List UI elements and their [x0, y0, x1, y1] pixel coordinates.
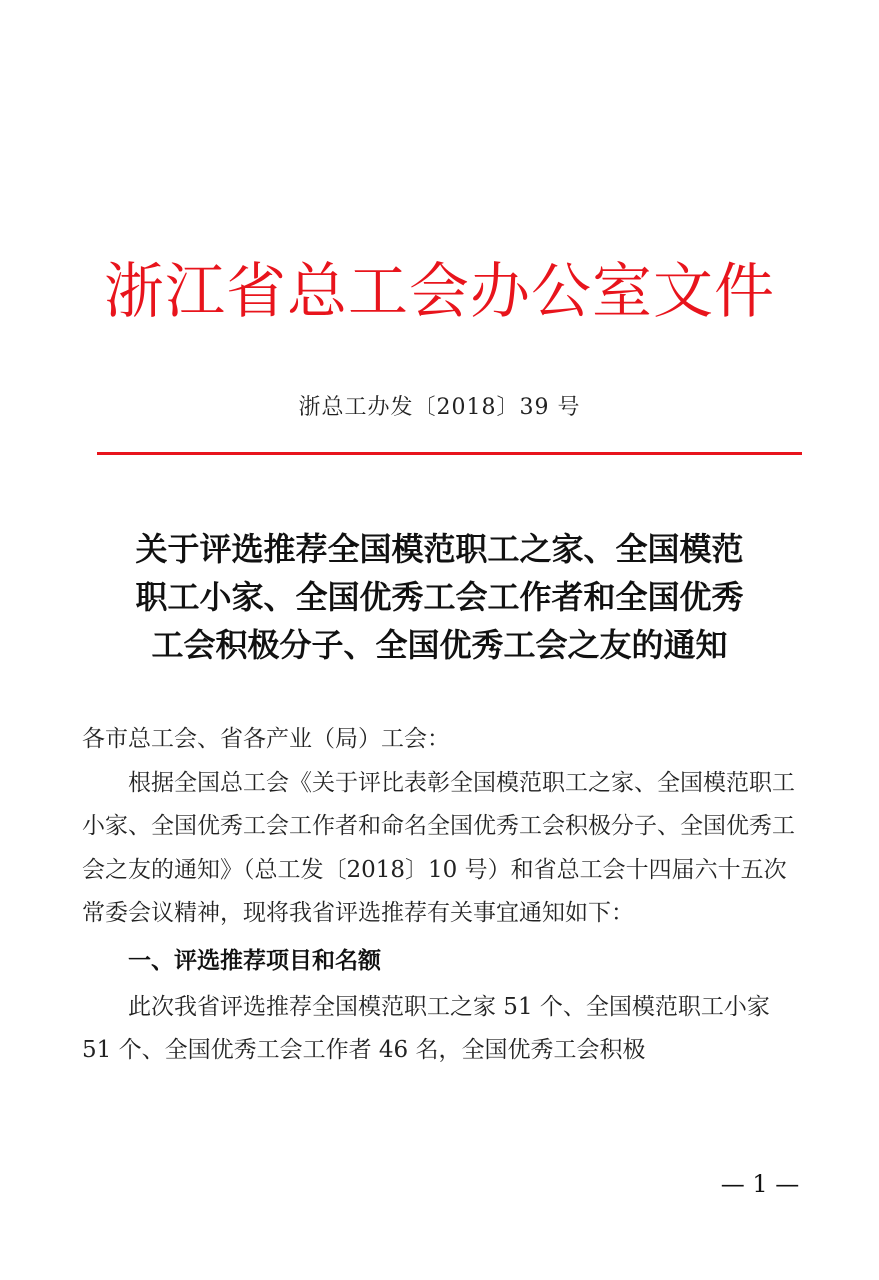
addressee-line: 各市总工会、省各产业（局）工会：: [82, 726, 450, 752]
page-number: — 1 —: [720, 1170, 800, 1198]
notice-title: [0, 525, 879, 669]
document-body: [82, 718, 800, 1073]
notice-title-line-2: 职工小家、全国优秀工会工作者和全国优秀: [135, 578, 744, 616]
section-heading-1: 一、评选推荐项目和名额: [128, 947, 381, 974]
document-number: 浙总工办发〔2018〕39 号: [298, 395, 581, 420]
issuing-office-header: 浙江省总工会办公室文件: [104, 257, 775, 327]
notice-title-line-1: 关于评选推荐全国模范职工之家、全国模范: [135, 530, 744, 568]
notice-title-line-3: 工会积极分子、全国优秀工会之友的通知: [151, 626, 728, 664]
body-paragraph-2: 此次我省评选推荐全国模范职工之家 51 个、全国模范职工小家 51 个、全国优秀工会工作者 46 名，全国优秀工会积极: [82, 993, 770, 1063]
body-paragraph-1: 根据全国总工会《关于评比表彰全国模范职工之家、全国模范职工小家、全国优秀工会工作者和命名全国优秀工会积极分子、全国优秀工会之友的通知》（总工发〔2018〕10 号）和省总工会十四届六十五次常委会议精神，现将我省评选推荐有关事宜通知如下：: [82, 769, 795, 926]
red-separator-line: [97, 452, 802, 455]
